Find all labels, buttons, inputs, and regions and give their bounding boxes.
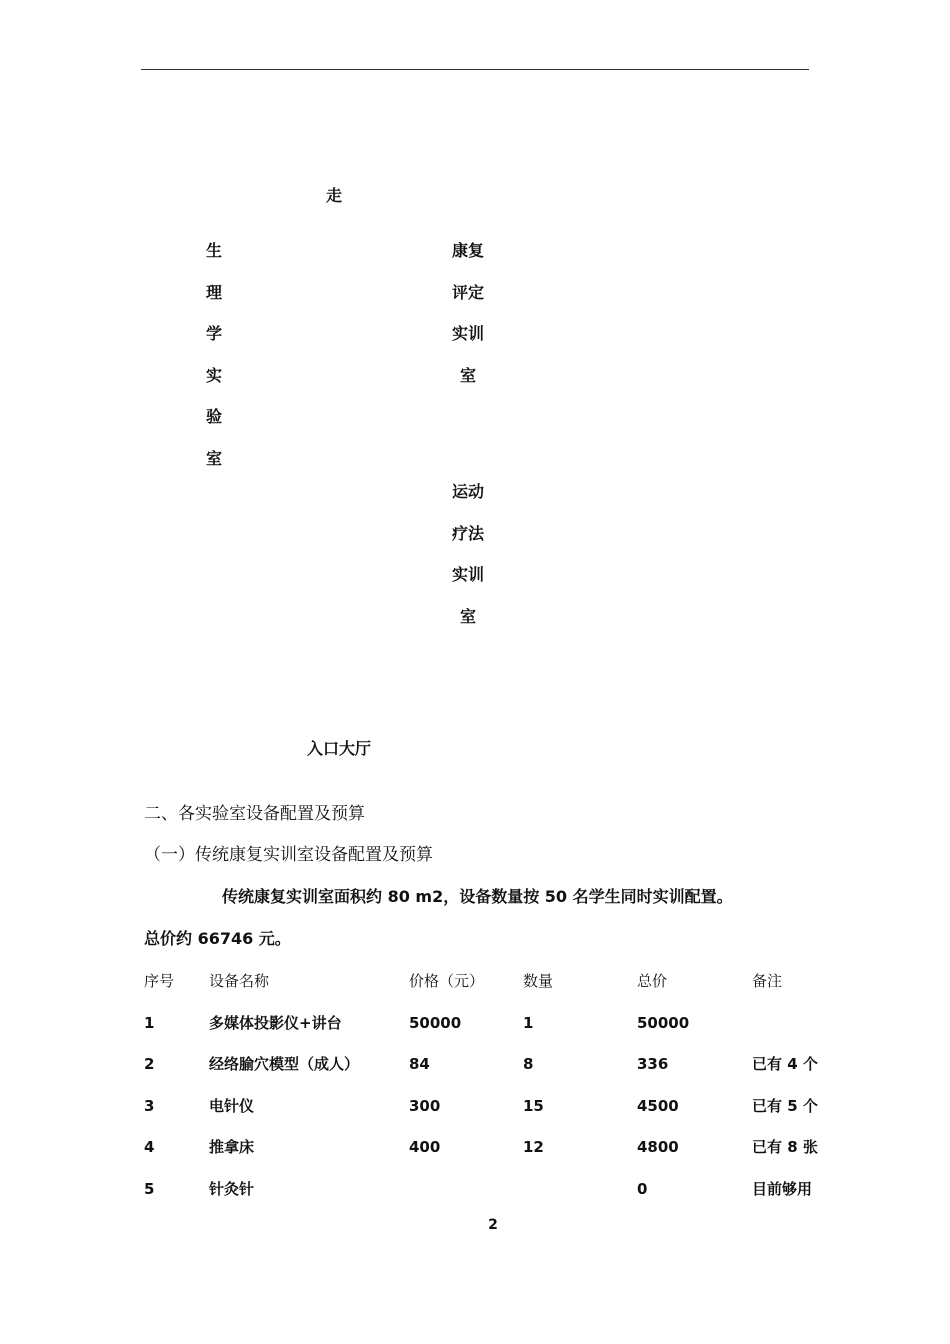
physiology-lab-char: 室 [205,448,222,468]
exercise-room-line: 疗法 [451,523,484,543]
cell-quantity: 8 [523,1055,534,1073]
page-number: 2 [488,1217,498,1233]
lobby-label: 入口大厅 [307,739,372,758]
cell-note: 目前够用 [752,1179,813,1198]
section-heading: 二、各实验室设备配置及预算 [144,804,365,824]
exercise-room-line: 实训 [451,565,484,584]
exercise-room-label [443,482,493,648]
cell-index: 1 [144,1013,155,1032]
cell-name: 推拿床 [209,1138,255,1156]
cell-price: 400 [409,1138,441,1156]
cell-total: 336 [637,1055,669,1073]
cell-name: 经络腧穴模型（成人） [209,1055,360,1073]
cell-price: 300 [409,1096,441,1115]
assessment-room-line: 康复 [451,241,484,260]
header-rule [141,69,809,70]
header-cell-price: 价格（元） [409,972,485,990]
header-cell-total: 总价 [637,972,668,990]
cell-total: 4500 [637,1096,679,1115]
physiology-lab-label [197,241,231,490]
cell-note: 已有 4 个 [752,1055,818,1073]
cell-quantity: 15 [523,1096,544,1115]
assessment-room-line: 评定 [451,282,484,302]
exercise-room-line: 运动 [451,482,484,501]
physiology-lab-char: 生 [205,241,222,260]
table-row [144,1136,844,1178]
table-row [144,1012,844,1054]
physiology-lab-char: 理 [205,282,222,302]
physiology-lab-char: 学 [205,324,222,343]
physiology-lab-char: 验 [205,407,222,426]
cell-price: 84 [409,1055,430,1073]
exercise-room-line: 室 [459,606,476,626]
physiology-lab-char: 实 [205,365,222,385]
cell-index: 2 [144,1055,155,1073]
corridor-label: 走 [326,186,343,205]
assessment-room-label [443,241,493,407]
cell-total: 0 [637,1179,648,1198]
header-cell-name: 设备名称 [209,972,270,990]
cell-total: 4800 [637,1138,679,1156]
header-cell-quantity: 数量 [523,972,554,990]
cell-name: 多媒体投影仪+讲台 [209,1013,342,1032]
table-row [144,1053,844,1095]
table-row [144,1178,844,1220]
cell-total: 50000 [637,1013,690,1032]
paragraph-line-1: 传统康复实训室面积约 80 m2，设备数量按 50 名学生同时实训配置。 [222,887,733,906]
cell-note: 已有 5 个 [752,1096,818,1115]
cell-index: 4 [144,1138,155,1156]
cell-name: 电针仪 [209,1096,255,1115]
assessment-room-line: 实训 [451,324,484,343]
header-cell-note: 备注 [752,972,783,990]
assessment-room-line: 室 [459,365,476,385]
cell-name: 针灸针 [209,1179,255,1198]
cell-quantity: 12 [523,1138,544,1156]
cell-quantity: 1 [523,1013,534,1032]
cell-index: 5 [144,1179,155,1198]
table-row [144,1095,844,1137]
subsection-heading: （一）传统康复实训室设备配置及预算 [144,845,433,865]
header-cell-index: 序号 [144,972,175,990]
table-header-row [144,970,844,1012]
equipment-table [144,970,844,1219]
cell-note: 已有 8 张 [752,1138,818,1156]
paragraph-line-2: 总价约 66746 元。 [144,929,291,948]
cell-price: 50000 [409,1013,462,1032]
cell-index: 3 [144,1096,155,1115]
